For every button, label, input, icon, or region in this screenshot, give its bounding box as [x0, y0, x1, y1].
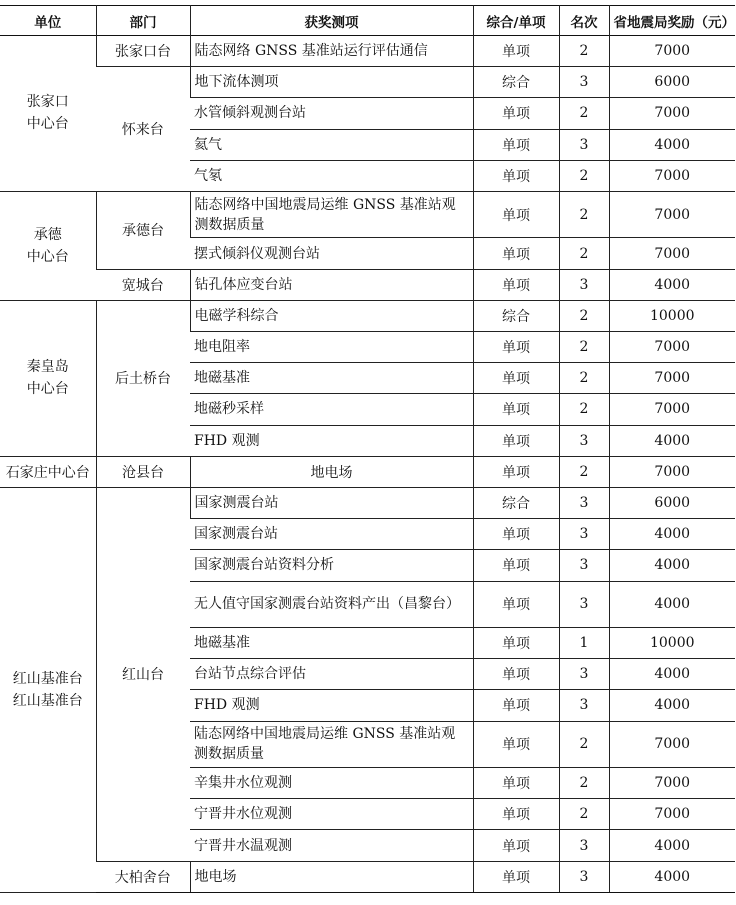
type-cell: 单项	[473, 519, 559, 550]
rank-cell: 2	[559, 394, 609, 425]
reward-cell: 7000	[609, 394, 735, 425]
rank-cell: 3	[559, 830, 609, 861]
header-unit: 单位	[34, 14, 62, 31]
reward-cell: 7000	[609, 768, 735, 799]
unit-cell-qinhuangdao	[0, 300, 96, 456]
table-row	[0, 269, 735, 300]
award-item-cell: 电磁学科综合	[190, 300, 473, 331]
rank-cell: 3	[559, 269, 609, 300]
reward-cell: 4000	[609, 861, 735, 892]
table-row	[0, 67, 735, 98]
rank-cell: 2	[559, 768, 609, 799]
type-cell: 综合	[473, 487, 559, 518]
award-item-cell: 陆态网络中国地震局运维 GNSS 基准站观测数据质量	[190, 191, 473, 238]
type-cell: 单项	[473, 98, 559, 129]
type-cell: 单项	[473, 628, 559, 659]
award-item-cell: 无人值守国家测震台站资料产出（昌黎台）	[190, 581, 473, 628]
department-cell: 沧县台	[96, 456, 190, 487]
reward-cell: 7000	[609, 98, 735, 129]
rank-cell: 3	[559, 519, 609, 550]
unit-name-suffix: 中心台	[26, 381, 69, 398]
rank-cell: 2	[559, 363, 609, 394]
type-cell: 单项	[473, 721, 559, 768]
rank-cell: 2	[559, 332, 609, 363]
header-rank: 名次	[559, 6, 609, 36]
award-item-cell: 台站节点综合评估	[190, 659, 473, 690]
unit-name: 秦皇岛	[26, 359, 69, 376]
award-item-cell: 辛集井水位观测	[190, 768, 473, 799]
award-item-cell: 水管倾斜观测台站	[190, 98, 473, 129]
department-cell: 大柏舍台	[96, 861, 190, 892]
award-item-cell: 地磁秒采样	[190, 394, 473, 425]
rank-cell: 2	[559, 36, 609, 67]
type-cell: 单项	[473, 550, 559, 581]
department-cell: 怀来台	[96, 67, 190, 192]
reward-cell: 4000	[609, 519, 735, 550]
type-cell: 单项	[473, 581, 559, 628]
award-item-cell: 气氡	[190, 160, 473, 191]
award-item-cell: 地磁基准	[190, 363, 473, 394]
rank-cell: 3	[559, 690, 609, 721]
unit-cell-chengde	[0, 191, 96, 300]
reward-cell: 7000	[609, 721, 735, 768]
rank-cell: 2	[559, 456, 609, 487]
header-award-item: 获奖测项	[190, 6, 473, 36]
rank-cell: 2	[559, 300, 609, 331]
award-item-cell: 地电阻率	[190, 332, 473, 363]
reward-cell: 7000	[609, 799, 735, 830]
rank-cell: 2	[559, 98, 609, 129]
type-cell: 综合	[473, 300, 559, 331]
department-cell: 承德台	[96, 191, 190, 269]
rank-cell: 2	[559, 799, 609, 830]
table-row	[0, 861, 735, 892]
type-cell: 单项	[473, 238, 559, 269]
reward-cell: 4000	[609, 690, 735, 721]
reward-cell: 4000	[609, 269, 735, 300]
table-row	[0, 191, 735, 238]
unit-name-suffix: 中心台	[26, 116, 69, 133]
rank-cell: 3	[559, 659, 609, 690]
department-cell: 红山台	[96, 487, 190, 861]
type-cell: 单项	[473, 363, 559, 394]
type-cell: 单项	[473, 191, 559, 238]
department-cell: 后土桥台	[96, 300, 190, 456]
award-item-cell: 宁晋井水温观测	[190, 830, 473, 861]
reward-cell: 4000	[609, 659, 735, 690]
award-item-cell: 地磁基准	[190, 628, 473, 659]
rank-cell: 3	[559, 67, 609, 98]
unit-name: 张家口	[26, 94, 69, 111]
unit-name: 红山基准台	[12, 670, 83, 687]
reward-cell: 6000	[609, 487, 735, 518]
type-cell: 单项	[473, 830, 559, 861]
rank-cell: 2	[559, 191, 609, 238]
table-row	[0, 300, 735, 331]
award-item-cell: 国家测震台站	[190, 519, 473, 550]
reward-cell: 10000	[609, 300, 735, 331]
rank-cell: 3	[559, 861, 609, 892]
award-item-cell: 陆态网络 GNSS 基准站运行评估通信	[190, 36, 473, 67]
rank-cell: 3	[559, 425, 609, 456]
header-reward: 省地震局奖励（元）	[609, 6, 735, 36]
rank-cell: 2	[559, 721, 609, 768]
award-item-cell: FHD 观测	[190, 425, 473, 456]
type-cell: 单项	[473, 659, 559, 690]
header-department: 部门	[96, 6, 190, 36]
table-body	[0, 36, 735, 893]
award-item-cell: 地电场	[190, 456, 473, 487]
rank-cell: 1	[559, 628, 609, 659]
type-cell: 单项	[473, 269, 559, 300]
rank-cell: 2	[559, 160, 609, 191]
award-item-cell: 地电场	[190, 861, 473, 892]
rank-cell: 3	[559, 129, 609, 160]
header-row	[0, 6, 735, 36]
reward-cell: 7000	[609, 191, 735, 238]
type-cell: 单项	[473, 690, 559, 721]
type-cell: 单项	[473, 332, 559, 363]
unit-name: 承德	[33, 226, 62, 243]
type-cell: 单项	[473, 425, 559, 456]
type-cell: 单项	[473, 456, 559, 487]
department-cell: 张家口台	[96, 36, 190, 67]
award-item-cell: 陆态网络中国地震局运维 GNSS 基准站观测数据质量	[190, 721, 473, 768]
header-type: 综合/单项	[473, 6, 559, 36]
type-cell: 单项	[473, 799, 559, 830]
type-cell: 单项	[473, 129, 559, 160]
unit-cell-zhangjiakou	[0, 36, 96, 192]
department-cell: 宽城台	[96, 269, 190, 300]
reward-cell: 7000	[609, 363, 735, 394]
reward-cell: 4000	[609, 550, 735, 581]
type-cell: 单项	[473, 394, 559, 425]
table-row	[0, 487, 735, 518]
award-item-cell: 宁晋井水位观测	[190, 799, 473, 830]
reward-cell: 4000	[609, 425, 735, 456]
reward-cell: 4000	[609, 581, 735, 628]
rank-cell: 2	[559, 238, 609, 269]
reward-cell: 7000	[609, 332, 735, 363]
table-row	[0, 456, 735, 487]
award-item-cell: 摆式倾斜仪观测台站	[190, 238, 473, 269]
type-cell: 单项	[473, 768, 559, 799]
rank-cell: 3	[559, 581, 609, 628]
table-header	[0, 6, 735, 36]
reward-cell: 4000	[609, 830, 735, 861]
award-item-cell: 国家测震台站	[190, 487, 473, 518]
award-table	[0, 5, 735, 893]
type-cell: 单项	[473, 36, 559, 67]
type-cell: 单项	[473, 160, 559, 191]
award-item-cell: FHD 观测	[190, 690, 473, 721]
reward-cell: 7000	[609, 238, 735, 269]
unit-name-suffix: 中心台	[26, 248, 69, 265]
award-item-cell: 钻孔体应变台站	[190, 269, 473, 300]
award-item-cell: 氦气	[190, 129, 473, 160]
reward-cell: 7000	[609, 36, 735, 67]
unit-cell-hongshan	[0, 487, 96, 892]
unit-name-repeat: 红山基准台	[12, 692, 83, 709]
reward-cell: 7000	[609, 160, 735, 191]
rank-cell: 3	[559, 487, 609, 518]
reward-cell: 7000	[609, 456, 735, 487]
type-cell: 综合	[473, 67, 559, 98]
unit-cell-shijiazhuang: 石家庄中心台	[0, 456, 96, 487]
award-item-cell: 国家测震台站资料分析	[190, 550, 473, 581]
reward-cell: 4000	[609, 129, 735, 160]
rank-cell: 3	[559, 550, 609, 581]
type-cell: 单项	[473, 861, 559, 892]
reward-cell: 10000	[609, 628, 735, 659]
award-item-cell: 地下流体测项	[190, 67, 473, 98]
reward-cell: 6000	[609, 67, 735, 98]
table-row	[0, 36, 735, 67]
